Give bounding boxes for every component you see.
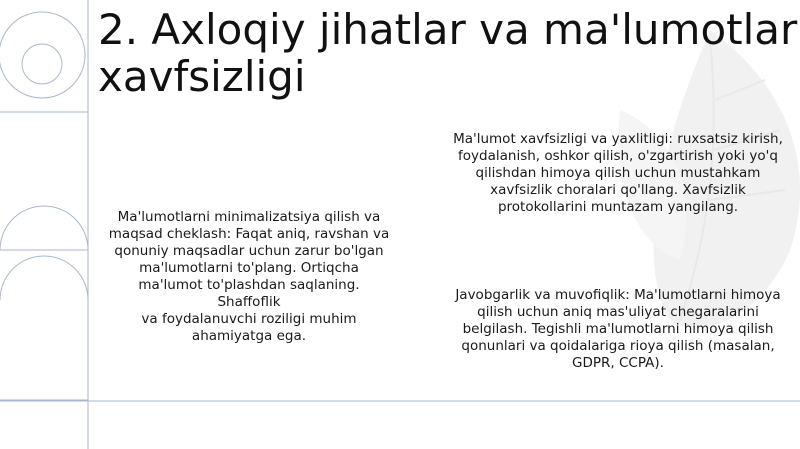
text-line: xavfsizlik choralari qo'llang. Xavfsizlik bbox=[490, 182, 746, 198]
text-line: qonunlari va qoidalariga rioya qilish (masalan, bbox=[461, 338, 775, 354]
text-line: qilishdan himoya qilish uchun mustahkam bbox=[475, 165, 761, 181]
text-line: Ma'lumotlarni minimalizatsiya qilish va bbox=[117, 209, 381, 225]
text-line: ahamiyatga ega. bbox=[191, 328, 307, 344]
slide-title bbox=[98, 6, 798, 100]
arch-outline-lower bbox=[0, 256, 88, 400]
accountability-text bbox=[444, 287, 792, 372]
text-line: foydalanish, oshkor qilish, o'zgartirish yoki yo'q bbox=[458, 148, 778, 164]
title-line-1: 2. Axloqiy jihatlar va ma'lumotlar bbox=[98, 5, 798, 54]
text-line: ma'lumotlarni to'plang. Ortiqcha bbox=[139, 260, 359, 276]
title-line-2: xavfsizligi bbox=[98, 52, 306, 101]
text-line: Ma'lumot xavfsizligi va yaxlitligi: ruxsatsiz kirish, bbox=[453, 131, 783, 147]
data-minimization-text bbox=[108, 209, 390, 345]
small-circle-outline bbox=[22, 44, 62, 84]
text-line: maqsad cheklash: Faqat aniq, ravshan va bbox=[108, 226, 390, 242]
data-security-text bbox=[444, 131, 792, 216]
text-line: qonuniy maqsadlar uchun zarur bo'lgan bbox=[114, 243, 384, 259]
text-line: va foydalanuvchi roziligi muhim bbox=[141, 311, 357, 327]
large-circle-outline bbox=[0, 12, 85, 98]
text-line: qilish uchun aniq mas'uliyat chegaralarini bbox=[477, 304, 759, 320]
text-line: GDPR, CCPA). bbox=[572, 355, 664, 371]
text-line: belgilash. Tegishli ma'lumotlarni himoya qilish bbox=[462, 321, 774, 337]
text-line: ma'lumot to'plashdan saqlaning. Shaffoflik bbox=[138, 277, 360, 310]
text-line: protokollarini muntazam yangilang. bbox=[497, 199, 739, 215]
arch-outline-upper bbox=[0, 206, 88, 250]
text-line: Javobgarlik va muvofiqlik: Ma'lumotlarni himoya bbox=[455, 287, 781, 303]
